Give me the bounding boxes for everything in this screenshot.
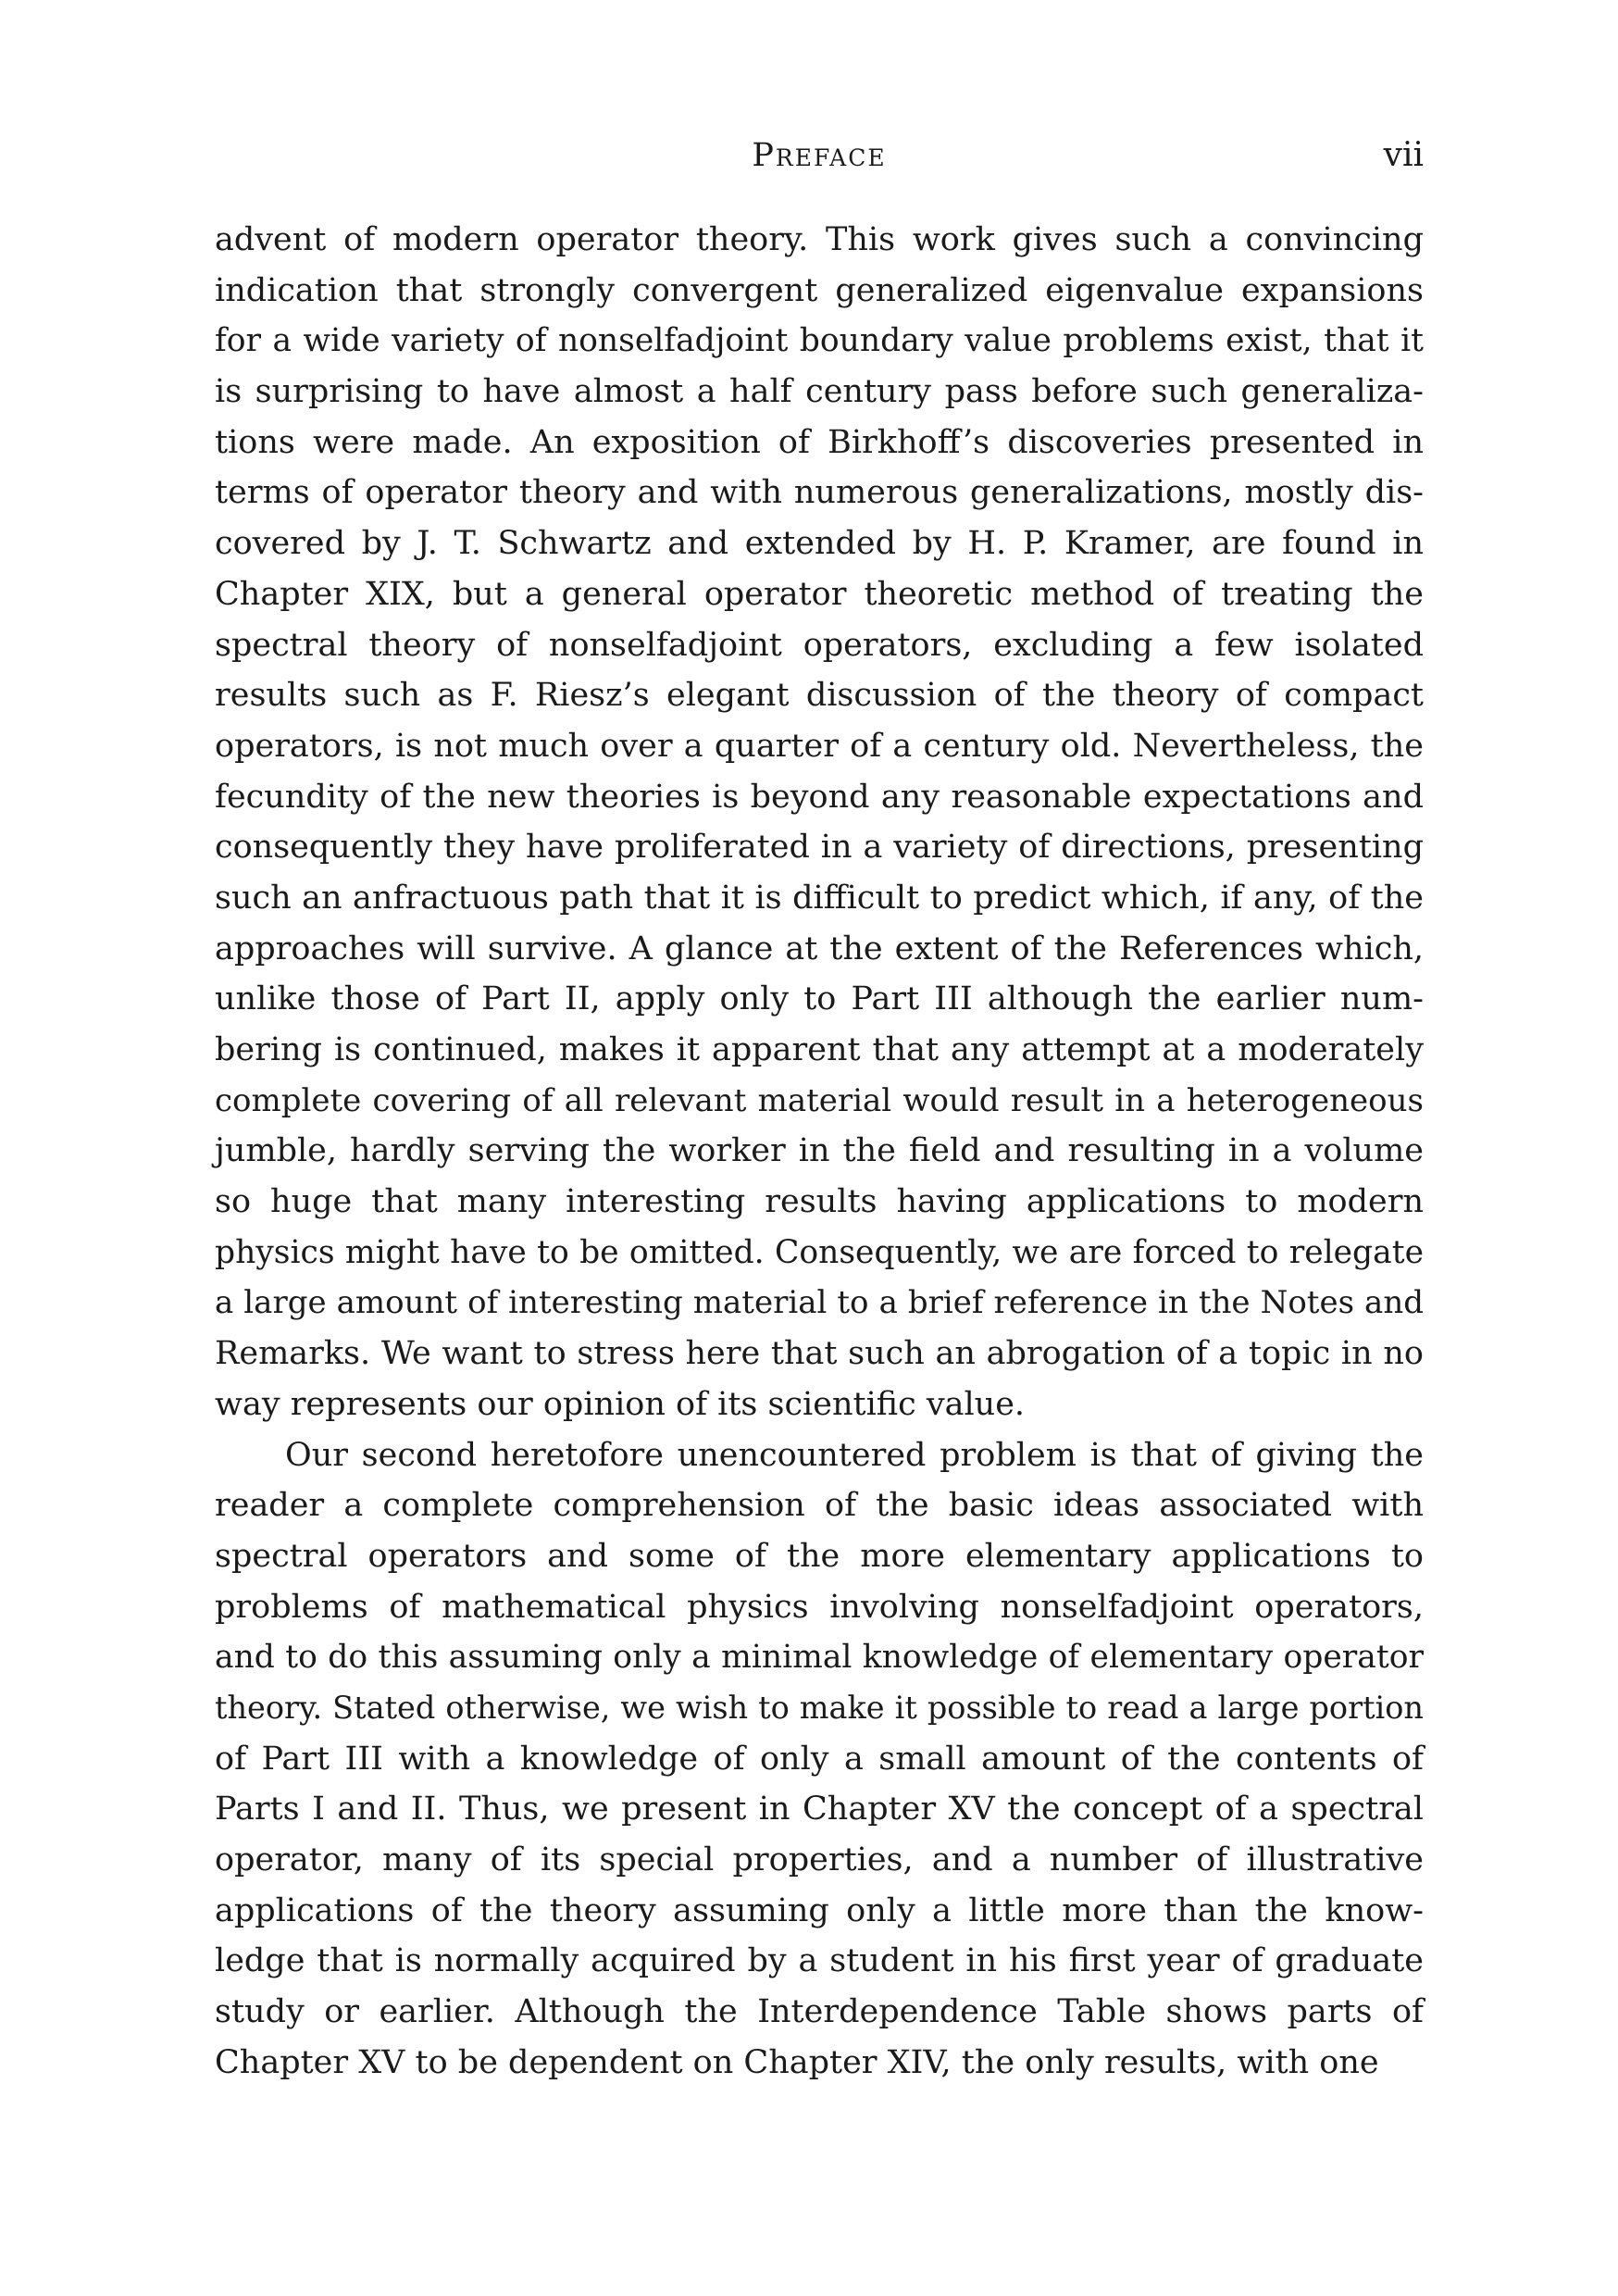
- text-line: covered by J. T. Schwartz and extended by H. P. Kramer, are found in: [215, 525, 1424, 563]
- text-line: approaches will survive. A glance at the extent of the References which,: [215, 930, 1424, 967]
- text-line: study or earlier. Although the Interdependence Table shows parts of: [215, 1993, 1424, 2031]
- text-line: operator, many of its special properties, and a number of illustrative: [215, 1841, 1424, 1878]
- text-line: spectral theory of nonselfadjoint operators, excluding a few isolated: [215, 626, 1424, 664]
- running-head: [215, 128, 1424, 183]
- text-line: a large amount of interesting material to a brief reference in the Notes and: [215, 1284, 1424, 1322]
- text-line: results such as F. Riesz’s elegant discussion of the theory of compact: [215, 677, 1424, 715]
- text-line: applications of the theory assuming only a little more than the know-: [215, 1891, 1424, 1929]
- text-line: reader a complete comprehension of the basic ideas associated with: [215, 1487, 1424, 1525]
- text-line: advent of modern operator theory. This work gives such a convincing: [215, 221, 1424, 258]
- text-line: physics might have to be omitted. Consequently, we are forced to relegate: [215, 1233, 1424, 1271]
- text-line: way represents our opinion of its scientific value.: [215, 1385, 1026, 1423]
- text-line: indication that strongly convergent generalized eigenvalue expansions: [215, 271, 1424, 309]
- text-line: Chapter XIX, but a general operator theoretic method of treating the: [215, 575, 1424, 613]
- text-line: Remarks. We want to stress here that such an abrogation of a topic in no: [215, 1335, 1424, 1373]
- body-text: [215, 215, 1424, 2088]
- text-line: operators, is not much over a quarter of a century old. Nevertheless, the: [215, 727, 1424, 765]
- text-line: and to do this assuming only a minimal knowledge of elementary operator: [215, 1639, 1424, 1677]
- running-title: Preface: [752, 137, 887, 174]
- text-line: such an anfractuous path that it is difficult to predict which, if any, of the: [215, 879, 1424, 917]
- text-line: tions were made. An exposition of Birkhoff’s discoveries presented in: [215, 423, 1424, 461]
- paragraph: [215, 1430, 1424, 2089]
- page-number: vii: [1383, 136, 1424, 174]
- text-line: for a wide variety of nonselfadjoint boundary value problems exist, that it: [215, 322, 1424, 360]
- text-line: consequently they have proliferated in a variety of directions, presenting: [215, 829, 1424, 867]
- text-line: unlike those of Part II, apply only to Part III although the earlier num-: [215, 980, 1424, 1018]
- text-line: so huge that many interesting results having applications to modern: [215, 1183, 1424, 1221]
- text-line: terms of operator theory and with numerous generalizations, mostly dis-: [215, 474, 1424, 512]
- text-line: is surprising to have almost a half century pass before such generaliza-: [215, 373, 1424, 411]
- text-line: fecundity of the new theories is beyond any reasonable expectations and: [215, 778, 1424, 816]
- text-line: ledge that is normally acquired by a student in his first year of graduate: [215, 1942, 1424, 1980]
- text-line: Parts I and II. Thus, we present in Chapter XV the concept of a spectral: [215, 1791, 1424, 1828]
- text-line: bering is continued, makes it apparent that any attempt at a moderately: [215, 1031, 1424, 1068]
- text-line: jumble, hardly serving the worker in the field and resulting in a volume: [215, 1132, 1424, 1170]
- paragraph: [215, 215, 1424, 1430]
- text-line: complete covering of all relevant material would result in a heterogeneous: [215, 1081, 1424, 1119]
- text-line: of Part III with a knowledge of only a small amount of the contents of: [215, 1740, 1424, 1778]
- text-line: theory. Stated otherwise, we wish to make it possible to read a large portion: [215, 1689, 1424, 1726]
- text-line: spectral operators and some of the more elementary applications to: [215, 1537, 1424, 1575]
- text-line: Our second heretofore unencountered problem is that of giving the: [285, 1436, 1424, 1474]
- text-line: Chapter XV to be dependent on Chapter XIV, the only results, with one: [215, 2043, 1379, 2081]
- text-line: problems of mathematical physics involving nonselfadjoint operators,: [215, 1588, 1424, 1626]
